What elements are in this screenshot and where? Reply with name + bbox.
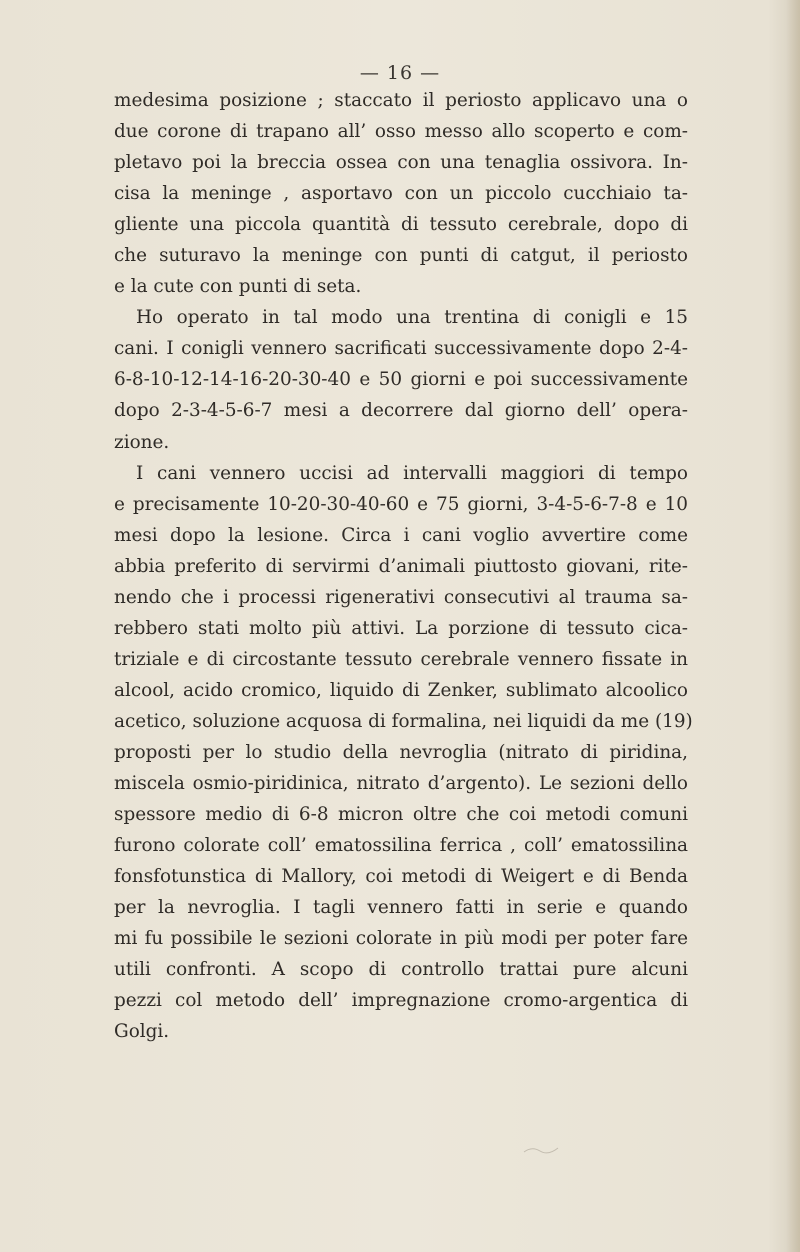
text-line: spessore medio di 6-8 micron oltre che coi metodi comuni xyxy=(114,804,688,826)
text-line: per la nevroglia. I tagli vennero fatti in serie e quando xyxy=(114,897,688,919)
text-line: Ho operato in tal modo una trentina di conigli e 15 xyxy=(136,307,688,329)
page-edge-shadow xyxy=(786,0,800,1252)
text-line: mesi dopo la lesione. Circa i cani voglio avvertire come xyxy=(114,524,688,546)
text-line: cisa la meninge , asportavo con un piccolo cucchiaio ta- xyxy=(114,183,688,205)
text-line: dopo 2-3-4-5-6-7 mesi a decorrere dal giorno dell’ opera- xyxy=(114,400,688,422)
text-line: Golgi. xyxy=(114,1021,170,1043)
text-line: fonsfotunstica di Mallory, coi metodi di Weigert e di Benda xyxy=(114,866,688,888)
text-line: mi fu possibile le sezioni colorate in più modi per poter fare xyxy=(114,928,688,950)
text-line: zione. xyxy=(114,431,170,453)
text-line: pezzi col metodo dell’ impregnazione cromo-argentica di xyxy=(114,990,688,1012)
text-line: proposti per lo studio della nevroglia (nitrato di piridina, xyxy=(114,741,688,763)
text-line: e la cute con punti di seta. xyxy=(114,276,362,298)
text-line: 6-8-10-12-14-16-20-30-40 e 50 giorni e poi successivamente xyxy=(114,369,688,391)
text-line: I cani vennero uccisi ad intervalli maggiori di tempo xyxy=(136,462,688,484)
text-line: e precisamente 10-20-30-40-60 e 75 giorni, 3-4-5-6-7-8 e 10 xyxy=(114,493,688,515)
text-line: medesima posizione ; staccato il periosto applicavo una o xyxy=(114,90,688,111)
text-line: miscela osmio-piridinica, nitrato d’argento). Le sezioni dello xyxy=(114,773,688,795)
pencil-mark xyxy=(522,1142,560,1156)
page-number: — 16 — xyxy=(359,62,441,84)
text-line: che suturavo la meninge con punti di catgut, il periosto xyxy=(114,245,688,267)
text-line: triziale e di circostante tessuto cerebrale vennero fissate in xyxy=(114,648,688,670)
body-text xyxy=(114,85,693,1047)
text-line: nendo che i processi rigenerativi consecutivi al trauma sa- xyxy=(114,586,688,608)
text-line: rebbero stati molto più attivi. La porzione di tessuto cica- xyxy=(114,617,688,639)
text-line: acetico, soluzione acquosa di formalina, nei liquidi da me (19) xyxy=(114,710,693,732)
text-line: furono colorate coll’ ematossilina ferrica , coll’ ematossilina xyxy=(114,835,688,857)
text-line: alcool, acido cromico, liquido di Zenker, sublimato alcoolico xyxy=(114,679,688,701)
text-line: due corone di trapano all’ osso messo allo scoperto e com- xyxy=(114,121,688,143)
text-line: gliente una piccola quantità di tessuto cerebrale, dopo di xyxy=(114,214,688,236)
text-line: pletavo poi la breccia ossea con una tenaglia ossivora. In- xyxy=(114,152,688,174)
text-line: abbia preferito di servirmi d’animali piuttosto giovani, rite- xyxy=(114,555,688,577)
text-line: cani. I conigli vennero sacrificati successivamente dopo 2-4- xyxy=(114,338,688,360)
text-line: utili confronti. A scopo di controllo trattai pure alcuni xyxy=(114,959,688,981)
